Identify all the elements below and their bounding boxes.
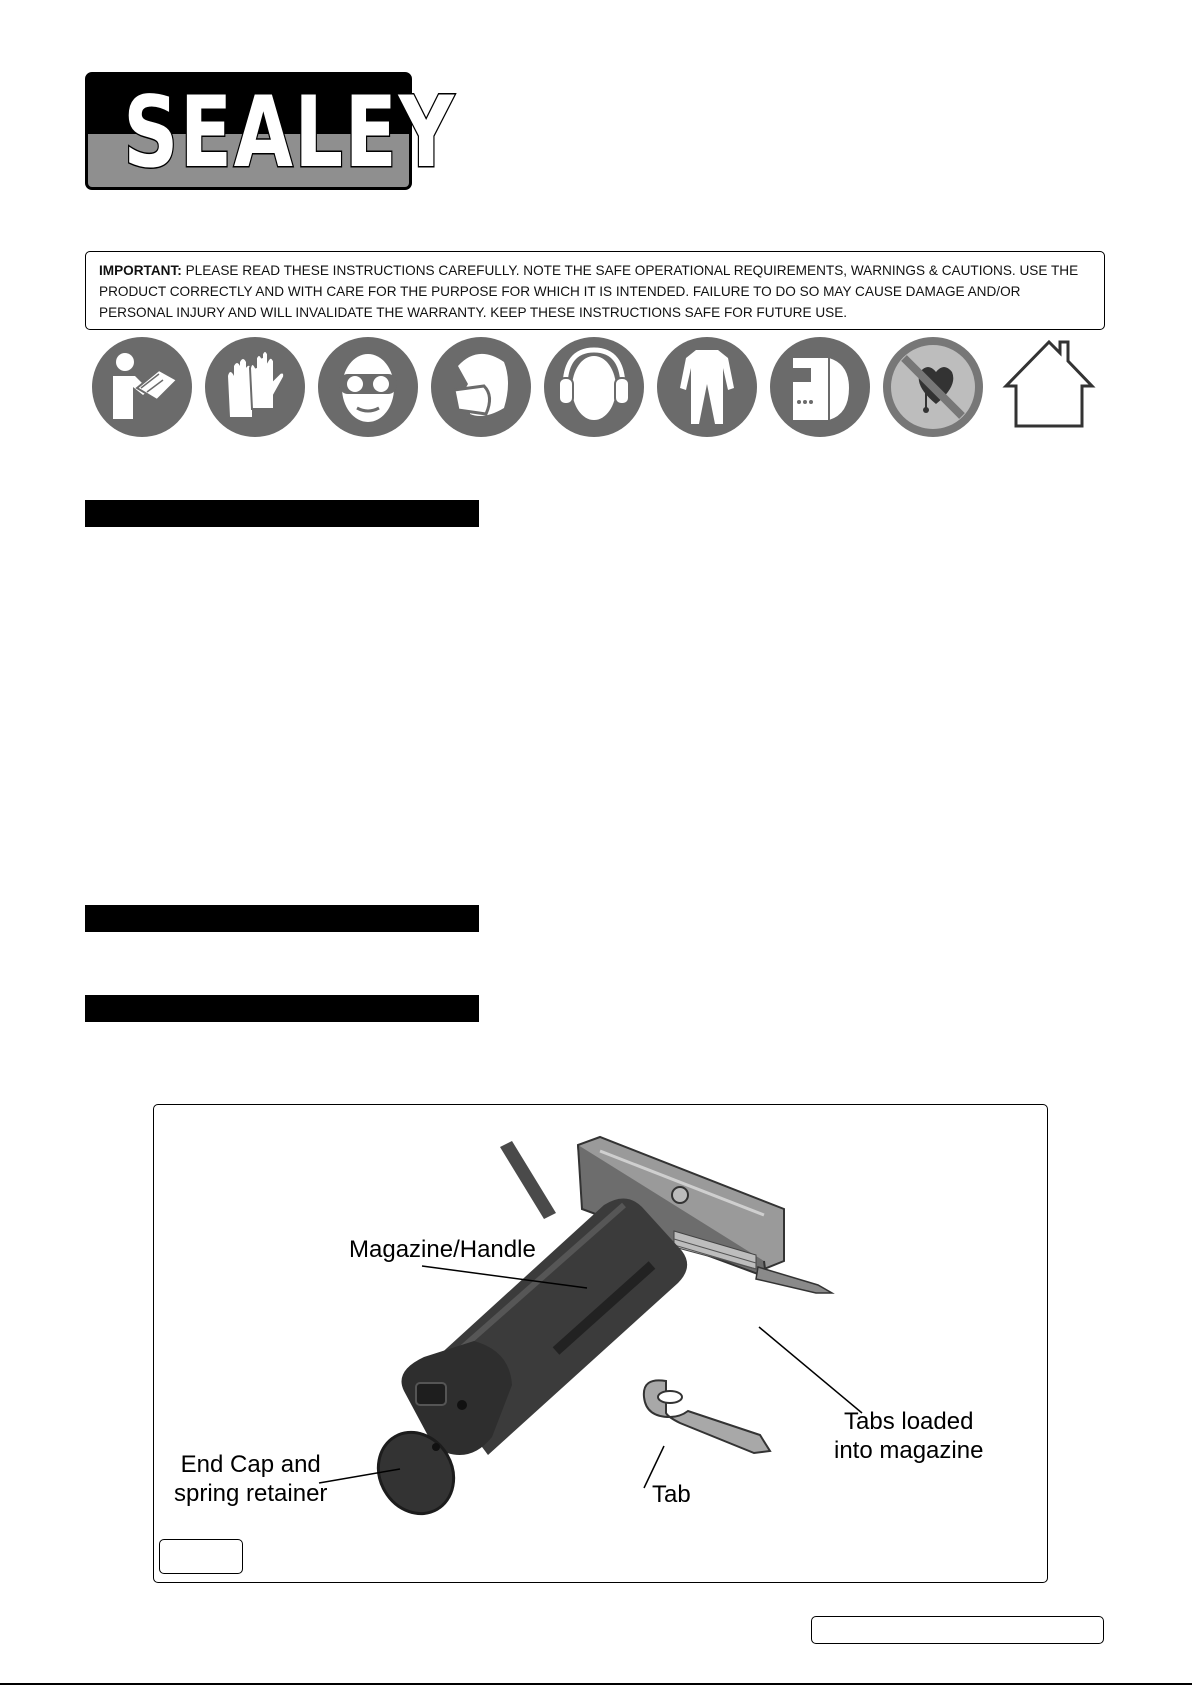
- end-cap-label-line2: spring retainer: [174, 1480, 328, 1507]
- wear-goggles-icon: [317, 336, 419, 438]
- important-notice: [85, 251, 1105, 330]
- tabs-loaded-label-line2: into magazine: [834, 1437, 984, 1464]
- section-heading-bar: [85, 995, 479, 1022]
- wear-welding-mask-icon: [769, 336, 871, 438]
- footer-reference-box: [811, 1616, 1104, 1644]
- magazine-handle-label: Magazine/Handle: [349, 1236, 536, 1263]
- no-pacemaker-icon: [882, 336, 984, 438]
- tabs-loaded-label: [834, 1407, 983, 1465]
- tabs-loaded-label-line1: Tabs loaded: [844, 1408, 974, 1435]
- safety-icons-row: [88, 336, 1102, 444]
- wear-overalls-icon: [656, 336, 758, 438]
- figure-number-box: [159, 1539, 243, 1574]
- indoor-use-icon: [996, 336, 1102, 438]
- figure-box: [153, 1104, 1048, 1583]
- read-manual-icon: [91, 336, 193, 438]
- sealey-logo: [85, 72, 456, 190]
- wear-mask-icon: [430, 336, 532, 438]
- tab-label: Tab: [652, 1481, 691, 1508]
- section-heading-bar: [85, 905, 479, 932]
- end-cap-label: [174, 1450, 327, 1508]
- end-cap-label-line1: End Cap and: [180, 1451, 321, 1478]
- notice-text: PLEASE READ THESE INSTRUCTIONS CAREFULLY. NOTE THE SAFE OPERATIONAL REQUIREMENTS, WARNINGS & CAUTIONS. USE THE PRODUCT CORRECTLY AND WITH CARE FOR THE PURPOSE FOR WHICH IT IS INTENDED. FAILURE TO DO SO MAY CAUSE DAMAGE AND/OR PERSONAL INJURY AND WILL INVALIDATE THE WARRANTY. KEEP THESE INSTRUCTIONS SAFE FOR FUTURE USE.: [99, 263, 1079, 320]
- wear-ear-protection-icon: [543, 336, 645, 438]
- section-heading-bar: [85, 500, 479, 527]
- notice-lead: IMPORTANT:: [99, 263, 182, 278]
- tab-applicator-photo: [154, 1105, 1049, 1584]
- logo-wordmark: SEALEY: [123, 76, 456, 190]
- wear-gloves-icon: [204, 336, 306, 438]
